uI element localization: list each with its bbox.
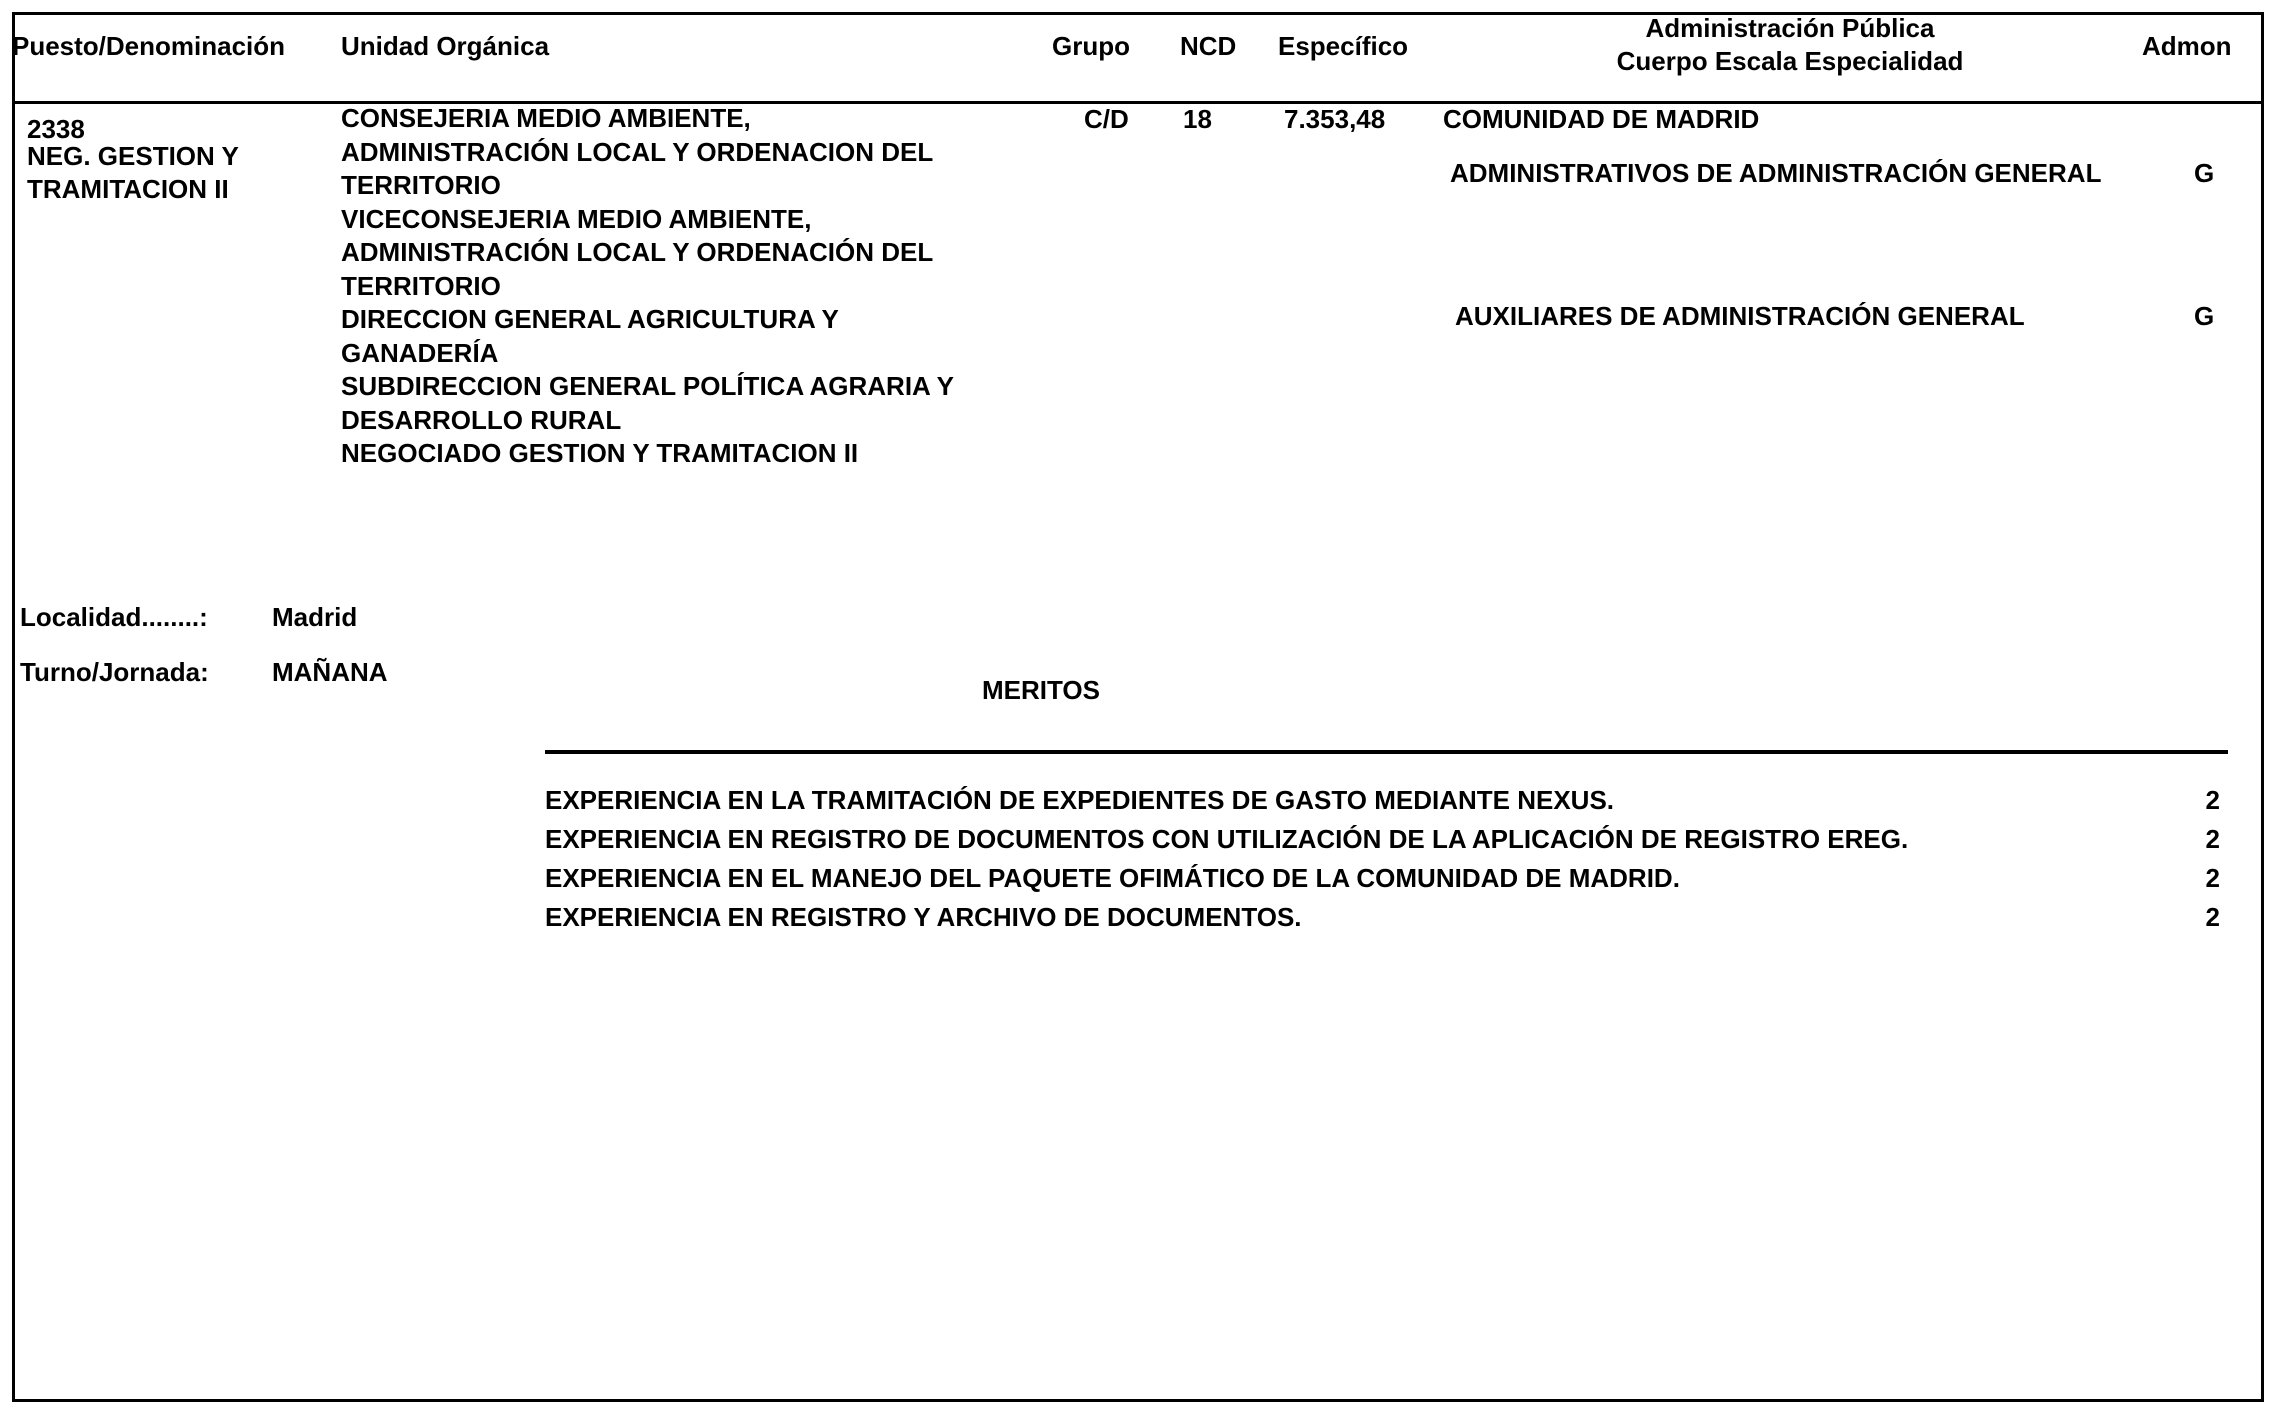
cuerpo-name-2: AUXILIARES DE ADMINISTRACIÓN GENERAL	[1455, 301, 2025, 331]
meritos-divider	[545, 750, 2228, 754]
unidad-line: NEGOCIADO GESTION Y TRAMITACION II	[341, 438, 859, 468]
puesto-code: 2338	[27, 114, 85, 144]
merito-text: EXPERIENCIA EN REGISTRO Y ARCHIVO DE DOCUMENTOS.	[545, 902, 1302, 932]
header-especifico: Específico	[1278, 31, 1409, 61]
unidad-line: GANADERÍA	[341, 337, 499, 368]
turno-value: MAÑANA	[272, 657, 388, 687]
grupo-value: C/D	[1084, 104, 1129, 134]
cuerpo-admon-2: G	[2194, 301, 2215, 331]
ncd-value: 18	[1183, 104, 1212, 134]
merito-text: EXPERIENCIA EN EL MANEJO DEL PAQUETE OFIMÁTICO DE LA COMUNIDAD DE MADRID.	[545, 863, 1680, 893]
denominacion-line-1: NEG. GESTION Y	[27, 141, 239, 171]
header-cuerpo-escala: Cuerpo Escala Especialidad	[1616, 46, 1964, 76]
turno-label: Turno/Jornada:	[20, 657, 209, 687]
merito-text: EXPERIENCIA EN LA TRAMITACIÓN DE EXPEDIENTES DE GASTO MEDIANTE NEXUS.	[545, 785, 1615, 815]
header-unidad: Unidad Orgánica	[341, 31, 550, 61]
meritos-title: MERITOS	[982, 675, 1100, 705]
header-administracion-publica: Administración Pública	[1645, 13, 1935, 43]
unidad-line: DIRECCION GENERAL AGRICULTURA Y	[341, 304, 839, 334]
localidad-value: Madrid	[272, 602, 358, 632]
unidad-line: TERRITORIO	[341, 270, 501, 301]
cuerpo-admon-1: G	[2194, 158, 2215, 188]
header-admon: Admon	[2142, 31, 2232, 61]
header-puesto: Puesto/Denominación	[12, 31, 286, 61]
especifico-value: 7.353,48	[1284, 104, 1386, 134]
unidad-line: SUBDIRECCION GENERAL POLÍTICA AGRARIA Y	[341, 371, 954, 401]
unidad-line: ADMINISTRACIÓN LOCAL Y ORDENACION DEL	[341, 136, 934, 167]
administracion-value: COMUNIDAD DE MADRID	[1443, 104, 1760, 134]
merito-text: EXPERIENCIA EN REGISTRO DE DOCUMENTOS CON UTILIZACIÓN DE LA APLICACIÓN DE REGISTRO EREG.	[545, 824, 1909, 854]
cuerpo-name-1: ADMINISTRATIVOS DE ADMINISTRACIÓN GENERAL	[1450, 158, 2102, 188]
unidad-line: DESARROLLO RURAL	[341, 404, 622, 435]
merito-row	[545, 859, 2220, 897]
header-grupo: Grupo	[1052, 31, 1130, 61]
header-ncd: NCD	[1180, 31, 1237, 61]
unidad-line: TERRITORIO	[341, 170, 501, 200]
merito-points: 2	[2205, 785, 2220, 815]
merito-row	[545, 781, 2220, 819]
unidad-line: VICECONSEJERIA MEDIO AMBIENTE,	[341, 203, 812, 234]
localidad-label: Localidad........:	[20, 602, 208, 632]
merito-row	[545, 820, 2220, 858]
unidad-line: CONSEJERIA MEDIO AMBIENTE,	[341, 103, 751, 133]
unidad-line: ADMINISTRACIÓN LOCAL Y ORDENACIÓN DEL	[341, 237, 934, 267]
merito-points: 2	[2205, 824, 2220, 854]
merito-points: 2	[2205, 863, 2220, 893]
denominacion-line-2: TRAMITACION II	[27, 174, 229, 204]
unidad-organica	[341, 102, 954, 471]
merito-points: 2	[2205, 902, 2220, 932]
merito-row	[545, 898, 2220, 936]
